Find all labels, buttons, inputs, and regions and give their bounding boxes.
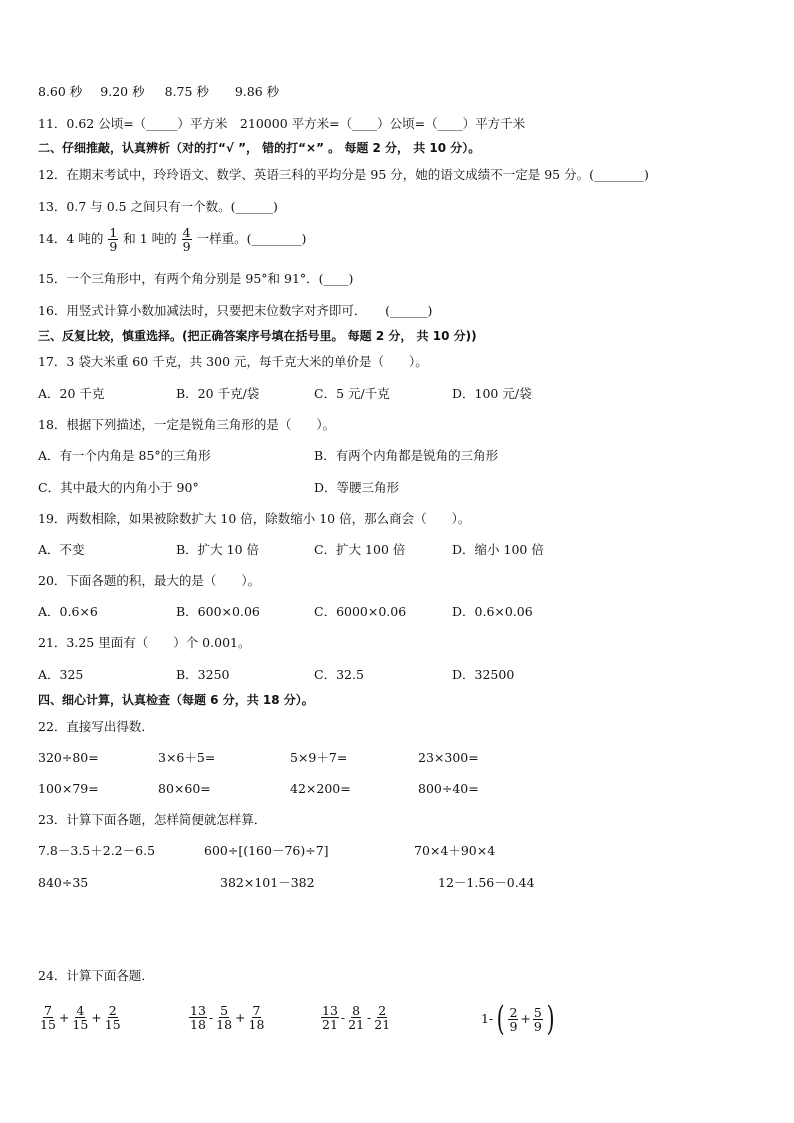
expression: 7.8－3.5＋2.2－6.5 — [38, 843, 156, 858]
value: 9.86 秒 — [234, 84, 280, 99]
fraction: $\frac{8}{21}$ — [348, 1003, 365, 1032]
option: A．20 千克 — [38, 386, 105, 401]
option: D．100 元/袋 — [452, 386, 532, 401]
option: C．5 元/千克 — [314, 386, 390, 401]
expression: 800÷40= — [418, 781, 479, 796]
option: A．不变 — [38, 542, 85, 557]
value: 8.60 秒 — [38, 84, 83, 99]
expression: 840÷35 — [38, 875, 89, 890]
expression: 23×300= — [418, 750, 479, 765]
question-11: 11．0.62 公顷=（_____）平方米 210000 平方米=（____）公顷=（____）平方千米 — [38, 116, 526, 131]
fraction: $\frac{2}{21}$ — [374, 1003, 391, 1032]
expression: 3×6＋5= — [158, 750, 216, 765]
question-13: 13．0.7 与 0.5 之间只有一个数。(______) — [38, 199, 278, 214]
option: D．缩小 100 倍 — [452, 542, 544, 557]
fraction: $\frac{7}{18}$ — [248, 1003, 265, 1032]
question-24: 24．计算下面各题． — [38, 968, 154, 983]
fraction: $\frac{5}{9}$ — [533, 1004, 542, 1034]
question-16: 16．用竖式计算小数加减法时，只要把末位数字对齐即可． (______) — [38, 303, 433, 318]
option: C．32.5 — [314, 667, 364, 682]
fraction-expression: $\frac{13}{18}$ - $\frac{5}{18}$ + $\frac{7}{18}$ — [190, 1003, 265, 1032]
question-23: 23．计算下面各题，怎样简便就怎样算． — [38, 812, 267, 827]
fraction-expression: 1- ( $\frac{2}{9}$ + $\frac{5}{9}$ ) — [481, 999, 555, 1039]
fraction: $\frac{4}{9}$ — [182, 225, 191, 254]
expression: 42×200= — [290, 781, 351, 796]
question-14: 14．4 吨的 $\frac{1}{9}$ 和 1 吨的 $\frac{4}{9}$ 一样重。(________) — [38, 225, 307, 254]
fraction: $\frac{7}{15}$ — [40, 1003, 56, 1032]
fraction-expression: $\frac{13}{21}$ - $\frac{8}{21}$ - $\frac{2}{21}$ — [322, 1003, 391, 1032]
option: D．32500 — [452, 667, 515, 682]
option: B．600×0.06 — [176, 604, 260, 619]
question-15: 15．一个三角形中，有两个角分别是 95°和 91°．(____) — [38, 271, 354, 286]
option: C．扩大 100 倍 — [314, 542, 406, 557]
expression: 80×60= — [158, 781, 211, 796]
question-22: 22．直接写出得数． — [38, 719, 154, 734]
option: A．有一个内角是 85°的三角形 — [38, 448, 211, 463]
expression: 600÷[(160－76)÷7] — [204, 843, 329, 858]
fraction: $\frac{5}{18}$ — [216, 1003, 233, 1032]
fraction: $\frac{13}{21}$ — [322, 1003, 338, 1032]
option: B．有两个内角都是锐角的三角形 — [314, 448, 499, 463]
option: A．0.6×6 — [38, 604, 98, 619]
question-21: 21．3.25 里面有（ ）个 0.001。 — [38, 635, 251, 650]
fraction: $\frac{4}{15}$ — [72, 1003, 89, 1032]
fraction: $\frac{13}{18}$ — [190, 1003, 206, 1032]
question-17: 17．3 袋大米重 60 千克，共 300 元，每千克大米的单价是（ ）。 — [38, 354, 428, 369]
question-12: 12．在期末考试中，玲玲语文、数学、英语三科的平均分是 95 分，她的语文成绩不一定是 95 分。(________) — [38, 167, 649, 182]
expression: 320÷80= — [38, 750, 99, 765]
option: B．20 千克/袋 — [176, 386, 260, 401]
value: 9.20 秒 — [100, 84, 145, 99]
value: 8.75 秒 — [164, 84, 209, 99]
option: A．325 — [38, 667, 84, 682]
expression: 100×79= — [38, 781, 99, 796]
fraction-expression: $\frac{7}{15}$ + $\frac{4}{15}$ + $\frac{2}{15}$ — [40, 1003, 121, 1032]
question-20: 20．下面各题的积，最大的是（ ）。 — [38, 573, 261, 588]
expression: 12－1.56－0.44 — [438, 875, 535, 890]
option: C．其中最大的内角小于 90° — [38, 480, 199, 495]
question-18: 18．根据下列描述，一定是锐角三角形的是（ ）。 — [38, 417, 336, 432]
option: D．0.6×0.06 — [452, 604, 533, 619]
option: D．等腰三角形 — [314, 480, 400, 495]
option: B．扩大 10 倍 — [176, 542, 260, 557]
fraction: $\frac{2}{9}$ — [509, 1004, 518, 1034]
fraction: $\frac{2}{15}$ — [104, 1003, 121, 1032]
section-2-title: 二、仔细推敲，认真辨析（对的打“√ ”， 错的打“×” 。 每题 2 分， 共 10 分）。 — [38, 141, 481, 155]
section-4-title: 四、细心计算，认真检查（每题 6 分，共 18 分）。 — [38, 693, 314, 707]
q10-values — [38, 84, 279, 100]
option: B．3250 — [176, 667, 230, 682]
section-3-title: 三、反复比较，慎重选择。(把正确答案序号填在括号里。 每题 2 分， 共 10 分)) — [38, 329, 477, 343]
expression: 5×9＋7= — [290, 750, 348, 765]
fraction: $\frac{1}{9}$ — [109, 225, 118, 254]
expression: 70×4＋90×4 — [414, 843, 496, 858]
expression: 382×101－382 — [220, 875, 315, 890]
question-19: 19．两数相除，如果被除数扩大 10 倍，除数缩小 10 倍，那么商会（ ）。 — [38, 511, 471, 526]
option: C．6000×0.06 — [314, 604, 407, 619]
